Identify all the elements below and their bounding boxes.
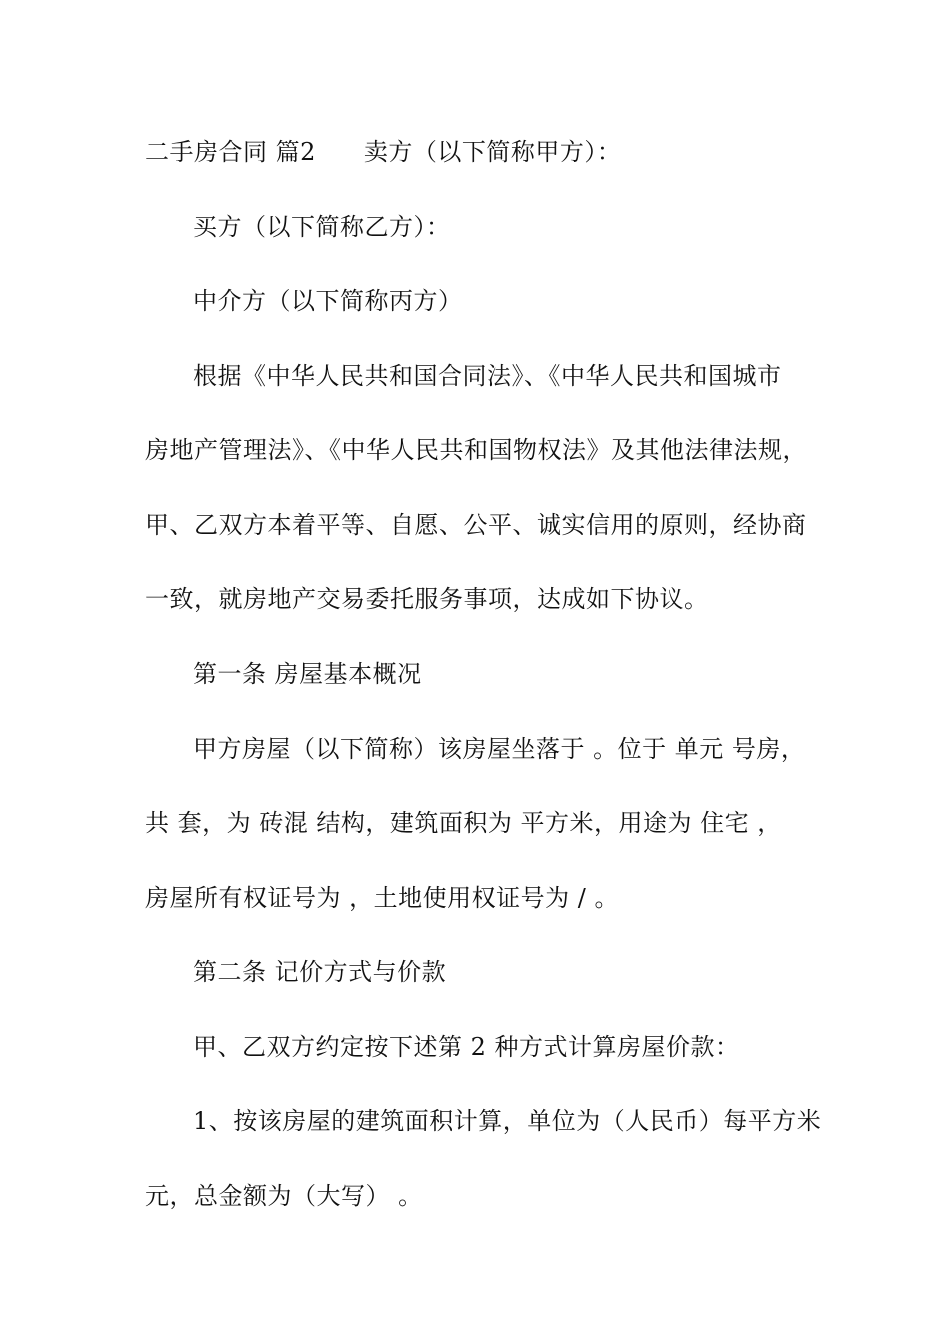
paragraph-line: 房地产管理法》、《中华人民共和国物权法》及其他法律法规， [145, 436, 807, 464]
paragraph-line: 甲、乙双方约定按下述第 2 种方式计算房屋价款： [193, 1033, 740, 1061]
paragraph-line: 房屋所有权证号为 ，土地使用权证号为 / 。 [145, 884, 619, 912]
paragraph-line: 甲方房屋（以下简称）该房屋坐落于 。位于 单元 号房， [193, 735, 806, 763]
paragraph-line: 元，总金额为（大写） 。 [145, 1182, 423, 1210]
paragraph-line: 1、按该房屋的建筑面积计算，单位为（人民币）每平方米 [193, 1107, 822, 1135]
paragraph-line: 共 套，为 砖混 结构，建筑面积为 平方米，用途为 住宅 ， [145, 809, 782, 837]
paragraph-line: 一致，就房地产交易委托服务事项，达成如下协议。 [145, 585, 709, 613]
buyer-clause: 买方（以下简称乙方）： [193, 213, 451, 241]
heading-line [145, 137, 621, 167]
agent-clause: 中介方（以下简称丙方） [193, 287, 463, 315]
paragraph-line: 甲、乙双方本着平等、自愿、公平、诚实信用的原则，经协商 [145, 511, 807, 539]
section-title-1: 第一条 房屋基本概况 [193, 660, 422, 688]
document-heading: 二手房合同 篇2 [145, 138, 316, 166]
paragraph-line: 根据《中华人民共和国合同法》、《中华人民共和国城市 [193, 362, 782, 390]
seller-clause: 卖方（以下简称甲方）： [363, 138, 622, 166]
section-title-2: 第二条 记价方式与价款 [193, 958, 447, 986]
